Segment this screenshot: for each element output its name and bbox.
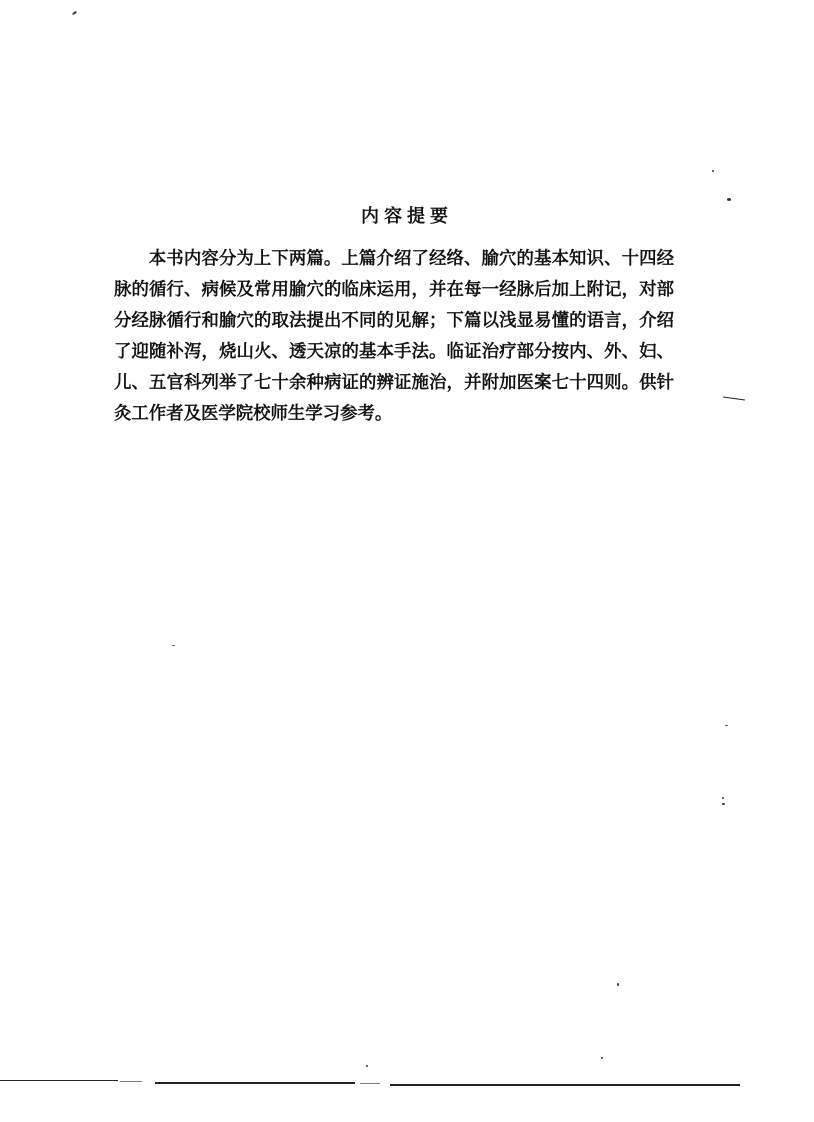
scan-speck (601, 1057, 603, 1059)
scan-speck (366, 1065, 368, 1067)
scan-mark (723, 396, 745, 400)
scan-speck (722, 797, 724, 799)
scan-speck (725, 725, 728, 726)
scan-bottom-line (0, 1080, 118, 1081)
scan-bottom-line (360, 1083, 380, 1084)
summary-paragraph: 本书内容分为上下两篇。上篇介绍了经络、腧穴的基本知识、十四经脉的循行、病候及常用腧穴的临床运用，并在每一经脉后加上附记，对部分经脉循行和腧穴的取法提出不同的见解；下篇以浅显易懂的语言，介绍了迎随补泻，烧山火、透天凉的基本手法。临证治疗部分按内、外、妇、儿、五官科列举了七十余种病证的辨证施治，并附加医案七十四则。供针灸工作者及医学院校师生学习参考。 (114, 249, 674, 424)
scan-speck (617, 983, 619, 986)
scan-bottom-line (155, 1082, 355, 1084)
section-heading: 内容提要 (361, 206, 453, 227)
scan-speck (727, 198, 731, 201)
scan-speck (722, 803, 725, 805)
scan-bottom-line (120, 1081, 142, 1082)
scan-speck (72, 11, 77, 16)
scan-bottom-line (390, 1084, 740, 1086)
scan-speck (172, 645, 175, 646)
scan-speck (712, 170, 714, 172)
